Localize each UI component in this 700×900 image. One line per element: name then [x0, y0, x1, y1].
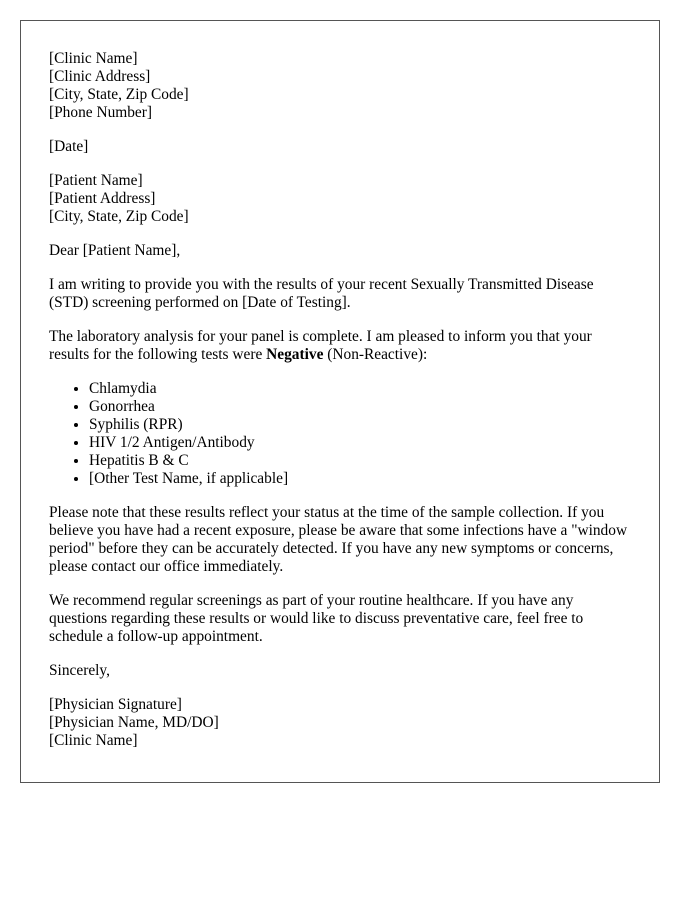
results-paragraph — [49, 328, 631, 364]
signature-clinic-name: [Clinic Name] — [49, 732, 138, 749]
test-item-hiv: • HIV 1/2 Antigen/Antibody — [89, 434, 631, 452]
test-list — [49, 380, 631, 488]
results-text-before: The laboratory analysis for your panel is complete. I am pleased to inform you that your results for the following tests were — [49, 328, 592, 363]
test-item-gonorrhea: • Gonorrhea — [89, 398, 631, 416]
test-item-chlamydia: • Chlamydia — [89, 380, 631, 398]
recommendation-paragraph: We recommend regular screenings as part of your routine healthcare. If you have any questions regarding these results or would like to discuss preventative care, feel free to schedule a follow-up appointment. — [49, 592, 584, 645]
signature-block — [49, 696, 631, 750]
letter-page — [20, 20, 660, 783]
patient-name: [Patient Name] — [49, 172, 143, 189]
letter-date-block — [49, 138, 631, 156]
clinic-name: [Clinic Name] — [49, 50, 138, 67]
letter-date: [Date] — [49, 138, 89, 155]
patient-address: [Patient Address] — [49, 190, 156, 207]
clinic-address: [Clinic Address] — [49, 68, 151, 85]
clinic-phone: [Phone Number] — [49, 104, 153, 121]
intro-paragraph: I am writing to provide you with the results of your recent Sexually Transmitted Disease (STD) screening performed on [Date of Testing]. — [49, 276, 594, 311]
physician-name: [Physician Name, MD/DO] — [49, 714, 219, 731]
closing: Sincerely, — [49, 662, 110, 679]
test-item-syphilis: • Syphilis (RPR) — [89, 416, 631, 434]
patient-address-block — [49, 172, 631, 226]
test-item-other: • [Other Test Name, if applicable] — [89, 470, 631, 488]
window-period-paragraph: Please note that these results reflect your status at the time of the sample collection. If you believe you have had a recent exposure, please be aware that some infections have a "window period" before they can be accurately detected. If you have any new symptoms or concerns, please contact our office immediately. — [49, 504, 628, 575]
salutation: Dear [Patient Name], — [49, 242, 181, 259]
patient-city-state-zip: [City, State, Zip Code] — [49, 208, 189, 225]
negative-result-emphasis: Negative — [266, 346, 324, 363]
test-item-hepatitis: • Hepatitis B & C — [89, 452, 631, 470]
results-text-after: (Non-Reactive): — [323, 346, 428, 363]
clinic-city-state-zip: [City, State, Zip Code] — [49, 86, 189, 103]
clinic-header — [49, 50, 631, 122]
physician-signature: [Physician Signature] — [49, 696, 182, 713]
